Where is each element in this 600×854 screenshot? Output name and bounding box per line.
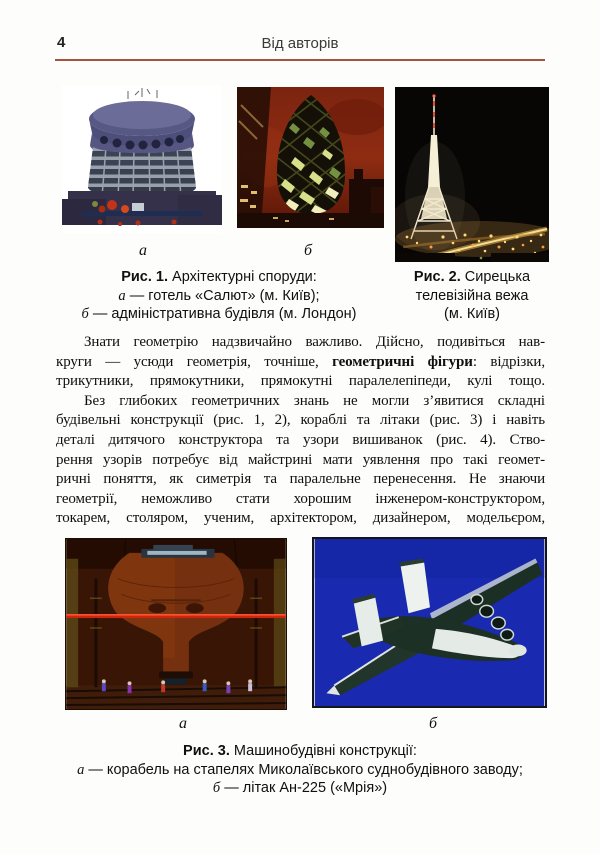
body-text-line: трикутники, прямокутники, прямокутні паралелепіпеди, кулі тощо. — [56, 373, 545, 390]
figure3-caption-item-b: б — літак Ан-225 («Мрія») — [212, 780, 388, 796]
body-text-line: рення узорів потребує від майстрині мати уявлення про такі геомет- — [56, 451, 545, 468]
figure2-number: Рис. 2. — [413, 269, 461, 285]
figure3-title: Машинобудівні конструкції: — [233, 743, 417, 759]
photo-tv-tower — [395, 87, 549, 262]
figure1-caption-item-a: а — готель «Салют» (м. Київ); — [118, 287, 320, 304]
figure2-caption-title: Рис. 2. Сирецька — [413, 269, 531, 285]
figure2-caption — [392, 268, 552, 324]
figure3-caption-item-a: а — корабель на стапелях Миколаївського суднобудівного заводу; — [77, 761, 523, 778]
page-number: 4 — [57, 34, 66, 51]
figure1-caption — [56, 268, 382, 324]
body-text-line: геометрії, неможливо стати хорошим інженером-конструктором, — [56, 490, 545, 507]
photo-an225-plane — [312, 537, 547, 708]
hotel-salut-image — [62, 85, 222, 233]
figure1-label-a: а — [139, 242, 147, 259]
figure2-caption-line: телевізійна вежа — [415, 287, 529, 304]
tv-tower-image — [395, 87, 549, 262]
figure3-caption — [40, 742, 560, 798]
body-text-line: деталі дитячого конструктора та узори вишиванок (рис. 4). Ство- — [56, 431, 545, 448]
body-text-line: ричні поняття, як симетрія та паралельне перенесення. Не знаючи — [56, 471, 545, 488]
figure2-caption-line: (м. Київ) — [444, 306, 500, 322]
photo-hotel-salut — [62, 85, 222, 233]
header-rule — [55, 59, 545, 61]
ship-shipyard-image — [66, 539, 286, 709]
photo-ship-shipyard — [65, 538, 287, 710]
photo-london-building — [237, 87, 384, 228]
page-header-title: Від авторів — [261, 35, 339, 52]
body-text-line: токарем, столяром, ученим, архітектором, дизайнером, модельєром, — [56, 510, 545, 527]
body-text-line: Знати геометрію надзвичайно важливо. Дійсно, подивіться нав- — [84, 334, 545, 350]
figure3-label-a: а — [179, 715, 187, 732]
body-text-line: будівельні конструкції (рис. 1, 2), кораблі та літаки (рис. 3) і навіть — [56, 412, 545, 429]
london-building-image — [237, 87, 384, 228]
figure1-title: Архітектурні споруди: — [172, 269, 317, 285]
figure1-caption-title — [56, 268, 382, 287]
figure1-number: Рис. 1. — [121, 269, 169, 285]
an225-plane-image — [314, 539, 545, 706]
figure3-number: Рис. 3. — [183, 743, 230, 759]
figure1-label-b: б — [303, 242, 313, 259]
body-text-line: круги — усюди геометрія, точніше, геометричні фігури: відрізки, — [56, 353, 545, 370]
body-text-line: Без глибоких геометричних знань не могли з’явитися складні — [84, 392, 545, 409]
body-text — [56, 333, 545, 529]
figure3-caption-title — [40, 742, 560, 761]
figure1-caption-item-b: б — адміністративна будівля (м. Лондон) — [81, 306, 357, 322]
figure3-label-b: б — [428, 715, 438, 732]
